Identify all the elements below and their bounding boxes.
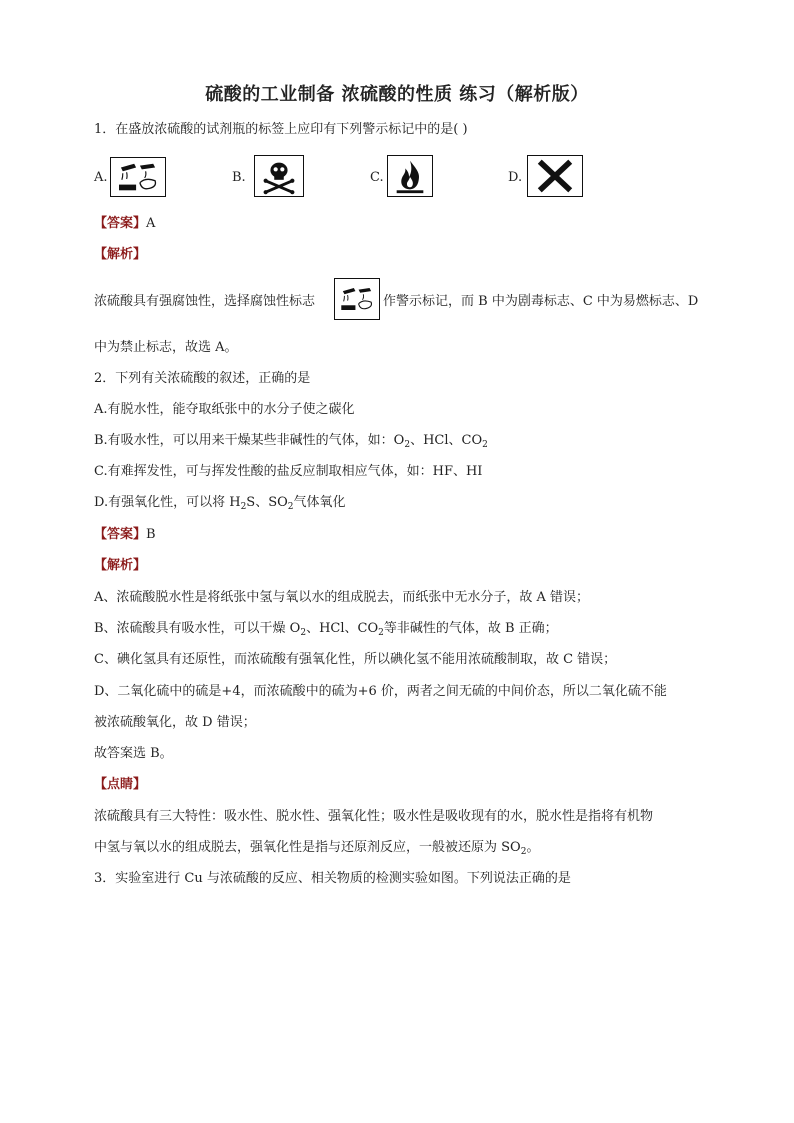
q2-option-a: A.有脱水性，能夺取纸张中的水分子使之碳化 [94, 402, 355, 417]
flame-icon [387, 155, 433, 197]
q2-tip-line1: 浓硫酸具有三大特性：吸水性、脱水性、强氧化性；吸水性是吸收现有的水，脱水性是指将有机物 [94, 809, 654, 824]
q1-answer [94, 215, 155, 233]
q2-analysis-b: B、浓硫酸具有吸水性，可以干燥 $O_2$、HCl、$CO_2$等非碱性的气体，故 B 正确； [94, 621, 558, 638]
q2-analysis-tag: 【解析】 [94, 558, 147, 573]
q2-analysis-a: A、浓硫酸脱水性是将纸张中氢与氧以水的组成脱去，而纸张中无水分子，故 A 错误； [94, 590, 590, 605]
q2-tip-tag: 【点睛】 [94, 777, 147, 792]
q1-option-a-label: A. [94, 170, 108, 185]
q3-stem: 3．实验室进行 Cu 与浓硫酸的反应、相关物质的检测实验如图。下列说法正确的是 [94, 871, 571, 886]
answer-tag: 【答案】 [94, 216, 147, 231]
q2-answer [94, 526, 156, 544]
cross-x-icon [527, 155, 583, 197]
q2-option-d: D.有强氧化性，可以将 $H_2S$、$SO_2$气体氧化 [94, 495, 346, 512]
q2-analysis-c: C、碘化氢具有还原性，而浓硫酸有强氧化性，所以碘化氢不能用浓硫酸制取，故 C 错误； [94, 652, 617, 667]
q1-option-c-label: C. [370, 170, 384, 185]
corrosive-icon [110, 157, 166, 197]
page-title: 硫酸的工业制备 浓硫酸的性质 练习（解析版） [205, 84, 589, 105]
q2-stem: 2．下列有关浓硫酸的叙述，正确的是 [94, 371, 311, 386]
q2-option-c: C.有难挥发性，可与挥发性酸的盐反应制取相应气体，如：HF、HI [94, 464, 483, 479]
q1-analysis-pre: 浓硫酸具有强腐蚀性，选择腐蚀性标志 [94, 294, 316, 309]
q1-analysis-post: 作警示标记，而 B 中为剧毒标志、C 中为易燃标志、D [383, 294, 699, 309]
q2-answer-value: B [146, 527, 156, 542]
answer-tag: 【答案】 [94, 527, 147, 542]
skull-crossbones-icon [254, 155, 304, 197]
q1-analysis-tag: 【解析】 [94, 247, 147, 262]
q1-stem: 1．在盛放浓硫酸的试剂瓶的标签上应印有下列警示标记中的是( ) [94, 122, 468, 137]
q2-option-b: B.有吸水性，可以用来干燥某些非碱性的气体，如：$O_2$、HCl、$CO_2$ [94, 433, 488, 450]
q1-option-b-label: B. [232, 170, 246, 185]
corrosive-icon-inline [334, 278, 380, 320]
q2-conclusion: 故答案选 B。 [94, 746, 173, 761]
q2-tip-line2: 中氢与氧以水的组成脱去，强氧化性是指与还原剂反应，一般被还原为 $SO_2$。 [94, 840, 540, 857]
q2-analysis-d1: D、二氧化硫中的硫是+4，而浓硫酸中的硫为+6 价，两者之间无硫的中间价态，所以二氧化硫不能 [94, 684, 667, 699]
q1-answer-value: A [146, 216, 156, 231]
q1-analysis-line2: 中为禁止标志，故选 A。 [94, 340, 238, 355]
q1-option-d-label: D. [508, 170, 523, 185]
q2-analysis-d2: 被浓硫酸氧化，故 D 错误； [94, 715, 256, 730]
